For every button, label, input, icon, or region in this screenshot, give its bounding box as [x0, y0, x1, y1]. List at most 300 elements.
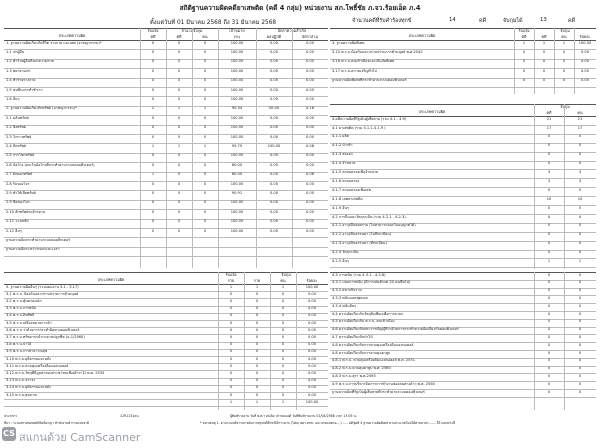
row-value: 100.00: [230, 97, 244, 101]
row-label: 4.3 การพนัน (รวม 4.3.1 - 4.3.6): [332, 272, 386, 277]
row-value: 0.00: [305, 191, 314, 195]
row-label: 3.8 พ.ร.บ.ป่าไม้: [6, 342, 32, 347]
row-value: 0: [281, 378, 285, 383]
row-label: 4.1.4 จำหน่าย: [332, 161, 356, 166]
row-value: 0: [542, 78, 546, 83]
report-title: สถิติฐานความผิดคดียาเสพติด (คดี 4 กลุ่ม) หน่วยงาน สภ.โพธิ์ชัย ภ.จว.ร้อยเอ็ด ภ.4: [179, 4, 421, 12]
population-label: ประชากร: [4, 414, 18, 418]
row-value: 0: [281, 306, 285, 311]
row-value: 0: [281, 342, 285, 347]
row-value: 0: [547, 374, 551, 378]
row-value: 0: [229, 327, 233, 332]
row-label: 2.4 ลักทรัพย์: [6, 144, 27, 148]
row-value: 0: [255, 371, 259, 375]
row-value: 0: [255, 349, 259, 354]
row-value: 0.00: [305, 219, 314, 224]
row-label: 4.1.2 นำเข้า: [332, 143, 353, 148]
print-note: ผู้พิมพ์รายงาน วันที่ พ.ศ.ๆ คนคิด ปรายมบอดี วันที่พิมพ์รายงาน 01/04/2568 เวลา 13:05 น.: [230, 414, 357, 418]
row-value: 0: [229, 378, 233, 383]
row-value: 0: [151, 78, 155, 83]
row-value: 100.00: [230, 50, 244, 54]
row-label: 4.2.2 อาวุธปืนธรรมดา (ไม่มีทะเบียน): [332, 232, 392, 237]
row-value: 0: [578, 335, 582, 339]
row-value: 0.00: [307, 306, 316, 311]
row-value: 0.00: [307, 371, 316, 375]
row-value: 100.00: [230, 134, 244, 139]
row-label: 3.15 พ.ร.บ.สุขภาพ: [6, 392, 37, 397]
row-value: 0: [177, 50, 181, 54]
row-value: 0: [281, 313, 285, 318]
row-value: 0.00: [305, 200, 314, 205]
row-value: 0: [522, 68, 526, 73]
row-label: 3.14 พ.ร.บ.ยุติธรรมและหลัง: [6, 385, 51, 390]
row-value: 0: [151, 50, 155, 54]
row-label: 4.2.5 อื่นๆ: [332, 259, 349, 263]
row-rule: [330, 267, 596, 268]
row-value: 1: [151, 172, 155, 177]
row-label: 4.3.3 พนันบอลฟุตบอล: [332, 296, 368, 300]
row-value: 0.00: [580, 78, 589, 83]
row-value: 100.00: [230, 115, 244, 120]
row-value: 100.00: [305, 284, 319, 289]
row-value: 0: [578, 311, 582, 316]
row-value: 0.00: [269, 50, 278, 54]
h-received: รับแจ้ง: [518, 29, 530, 33]
special-offense-table: [330, 28, 596, 94]
row-value: 0: [203, 219, 207, 224]
row-value: 1: [203, 144, 207, 148]
row-value: 0: [281, 327, 285, 332]
row-label: 4.2.3 อาวุธปืนธรรมดา (มีทะเบียน): [332, 241, 387, 246]
row-value: 1: [177, 144, 181, 148]
h-arrested: จำนวนจับกุม: [181, 29, 203, 33]
row-value: 100.00: [230, 87, 244, 92]
row-value: 0.00: [269, 78, 278, 83]
row-value: 0: [229, 349, 233, 354]
row-label: 2.9 ซื้อของโจร: [6, 200, 30, 205]
row-value: 10: [546, 196, 552, 201]
row-value: 0: [562, 78, 566, 83]
row-value: 0.00: [269, 125, 278, 130]
row-value: 0: [542, 59, 546, 64]
row-value: 100.00: [230, 40, 244, 45]
source-note: ที่มา : ระบบสารสนเทศสถิติคดีอาญา สำนักงานตำรวจแห่งชาติ: [4, 421, 90, 425]
h-received: รับแจ้ง: [147, 29, 159, 33]
row-value: 0: [203, 115, 207, 120]
row-value: 0: [177, 134, 181, 139]
row-value: 1: [522, 40, 526, 45]
row-label: 4.2 การปืนและวัตถุระเบิด (รวม 4.2.1 - 4.2.3): [332, 214, 406, 219]
row-value: 100.00: [230, 200, 244, 205]
row-label: 4.8 ความผิดเกี่ยวกับการควบคุมยาสูบ: [332, 350, 391, 355]
row-label: 1.5 ข่มขืนกระทำชำเรา: [6, 87, 43, 92]
h-offense: ประเภทความผิด: [418, 110, 446, 114]
row-value: 0: [578, 374, 582, 378]
row-value: 0: [578, 296, 582, 300]
h-arrested: จับกุม: [560, 105, 570, 109]
row-value: 0: [229, 320, 233, 325]
row-label: 4.คดีความผิดที่รัฐเป็นผู้เสียหาย (รวม 4.1 - 4.9): [332, 116, 407, 121]
header-top-rule: [330, 28, 596, 29]
row-value: 0: [151, 200, 155, 205]
population-value: 1291131คน: [120, 414, 139, 418]
row-value: 0: [255, 327, 259, 332]
row-value: 0: [255, 356, 259, 361]
h-target: เป้าหมาย: [229, 29, 245, 33]
h-case: คดี: [546, 111, 552, 115]
row-label: 4.1.6 ครอบครอง: [332, 178, 360, 183]
row-value: 0: [255, 313, 259, 318]
row-value: 1: [177, 106, 181, 111]
row-value: 0: [578, 232, 582, 237]
row-value: 0: [281, 349, 285, 354]
row-value: 0: [151, 181, 155, 186]
other-offense-table: [4, 272, 328, 410]
row-value: 0: [203, 50, 207, 54]
row-label: 4.4 ความผิดเกี่ยวกับวัตถุสิ่งเทียมเพื่อการลามก: [332, 311, 404, 316]
row-value: 17: [546, 125, 552, 130]
row-value: 3: [578, 178, 582, 183]
row-value: 10: [577, 196, 583, 201]
row-label: 4.8.2 พ.ร.บ.ควบคุมยาสูบ พ.ศ. 2560: [332, 366, 391, 371]
row-label: 4.2.1 อาวุธปืนสงคราม (ไม่สามารถออกใบอนุญาตได้): [332, 223, 416, 228]
row-value: 0: [151, 228, 155, 233]
row-label: ฐานความผิดระหว่างรอบระยะเวลา: [6, 247, 60, 252]
row-value: 80.00: [231, 162, 243, 167]
row-value: 0: [151, 191, 155, 195]
h-item: ราย: [253, 279, 261, 283]
row-label: 2.9 ทำให้เสียทรัพย์: [6, 191, 36, 195]
row-value: 0: [547, 250, 551, 255]
row-label: 2.6 ฉ้อโกง (ยกเว้นฉ้อโกงที่กระทำผ่านระบบคอมพิวเตอร์): [6, 162, 95, 167]
row-label: 1.3 พยายามฆ่า: [6, 68, 31, 73]
row-label: 4.1.5 ครอบครองเพื่อจำหน่าย: [332, 170, 379, 174]
report-period: ตั้งแต่วันที่ 01 มีนาคม 2568 ถึง 31 มีนาคม 2568: [150, 20, 277, 26]
row-value: 0: [547, 161, 551, 166]
row-value: 0: [547, 389, 551, 394]
arrest-count-label: จับกุมได้: [503, 18, 523, 24]
row-value: 0.00: [580, 59, 589, 64]
h-person: คน: [577, 111, 583, 115]
row-value: 0: [281, 320, 285, 325]
row-value: 0: [151, 209, 155, 214]
row-value: 0: [177, 153, 181, 158]
row-label: 2.11 วางเพลิง: [6, 219, 29, 224]
h-offense: ประเภทความผิด: [97, 278, 125, 282]
row-value: 0: [151, 87, 155, 92]
h-offense: ประเภทความผิด: [58, 34, 86, 38]
row-rule: [330, 87, 596, 88]
row-value: 90.91: [231, 191, 243, 195]
row-value: 0: [229, 306, 233, 311]
row-value: 0.00: [269, 219, 278, 224]
row-value: 0: [547, 280, 551, 285]
row-value: 0: [578, 161, 582, 166]
row-value: 1: [542, 40, 546, 45]
row-value: 95.75: [231, 144, 243, 148]
row-value: 0: [177, 228, 181, 233]
row-value: 0: [562, 59, 566, 64]
row-value: 1: [255, 399, 259, 404]
row-value: 0: [203, 40, 207, 45]
row-value: 1: [151, 144, 155, 148]
h-case: คดี: [521, 35, 527, 39]
row-label: 4.1.7 ครอบครองเพื่อเสพ: [332, 187, 371, 192]
row-label: 2.8 รับของโจร: [6, 181, 30, 186]
row-value: 0: [151, 40, 155, 45]
row-value: 0: [281, 363, 285, 368]
row-value: 0: [203, 97, 207, 101]
row-value: 0.00: [269, 97, 278, 101]
row-value: 0: [255, 335, 259, 339]
row-value: 0: [547, 342, 551, 347]
row-value: 0.00: [305, 87, 314, 92]
row-value: 0: [547, 143, 551, 148]
h-person: คน: [561, 35, 567, 39]
row-value: 0: [177, 68, 181, 73]
row-value: 4: [547, 214, 551, 219]
row-label: 3.5 พ.ร.บ.เครื่องหมายการค้า: [6, 320, 52, 325]
row-value: 100.00: [230, 209, 244, 214]
row-value: 0.00: [305, 97, 314, 101]
row-value: 0: [578, 319, 582, 324]
row-label: 5. ฐานความผิดอื่นๆ (รวมแผนงาน 3.1 - 3.17): [6, 284, 79, 289]
row-value: 0: [177, 125, 181, 130]
row-value: 0: [177, 97, 181, 101]
row-value: 0: [578, 143, 582, 148]
row-value: 0: [522, 50, 526, 54]
row-value: 1: [547, 259, 551, 263]
row-label: 2.12 อื่นๆ: [6, 228, 22, 233]
row-value: 0.00: [269, 40, 278, 45]
row-value: 1: [281, 284, 285, 289]
row-value: 0.00: [269, 209, 278, 214]
row-value: 0: [522, 59, 526, 64]
row-value: 50.00: [268, 106, 280, 111]
row-value: 4: [578, 214, 582, 219]
row-value: 0: [255, 299, 259, 303]
row-label: 3.17 พ.ร.บ.ความเจริญทั่วไป: [332, 68, 377, 73]
row-value: 0.00: [305, 153, 314, 158]
row-value: 0: [229, 363, 233, 368]
row-value: 3: [578, 170, 582, 174]
row-label: 4.9 พ.ร.บ.การบริหารจัดการการทำงานของคนต่างด้าว พ.ศ. 2560: [332, 381, 435, 386]
row-label: 4.5 ความผิดเกี่ยวกับ พ.ร.บ. คนเข้าเมือง: [332, 319, 395, 324]
row-label: 3.12 พ.ร.บ.วัตถุที่มีมูลค่าของประชาชนเพื่อเฝ้าระวัง พ.ศ. 2535: [6, 371, 105, 375]
row-value: 0: [547, 311, 551, 316]
row-value: 0.00: [269, 181, 278, 186]
row-value: 0: [255, 385, 259, 390]
row-value: 0: [229, 299, 233, 303]
row-value: 0: [177, 191, 181, 195]
row-value: 0: [547, 327, 551, 332]
row-value: 0.00: [307, 342, 316, 347]
row-label: 4.1.8 เสพยาเสพติด: [332, 196, 363, 201]
row-value: 17: [577, 125, 583, 130]
row-value: 0.00: [307, 313, 316, 318]
row-label: 1.1 ฆ่าผู้อื่น: [6, 50, 25, 54]
row-value: 1: [203, 106, 207, 111]
row-label: 4.1.9 อื่นๆ: [332, 205, 349, 210]
row-label: 4.8.3 พ.ร.บ.สุรา พ.ศ.2493: [332, 374, 376, 378]
row-value: 0: [229, 356, 233, 361]
row-value: 0: [203, 153, 207, 158]
arrest-count-unit: คดี: [568, 18, 576, 24]
row-value: 0: [522, 78, 526, 83]
row-label: 1.2 ทำร้ายผู้อื่นถึงแก่ความตาย: [6, 59, 54, 64]
row-value: 0: [547, 335, 551, 339]
row-value: 0.00: [305, 134, 314, 139]
row-value: 0: [177, 87, 181, 92]
h-ratio: อัตราส่วน: [302, 35, 318, 39]
row-value: 0: [281, 371, 285, 375]
h-pct: ร้อยละ: [579, 35, 591, 39]
row-label: 4.1.3 ส่งออก: [332, 152, 353, 157]
row-value: 0: [229, 371, 233, 375]
state-victim-table: [330, 104, 596, 269]
row-value: 0: [255, 363, 259, 368]
row-label: 2.2 ชิงทรัพย์: [6, 125, 26, 130]
row-value: 0: [578, 288, 582, 293]
row-label: 4.1.1 ผลิต: [332, 134, 349, 139]
row-value: 0.00: [307, 291, 316, 296]
row-value: 0: [578, 303, 582, 308]
row-value: 100.00: [230, 125, 244, 130]
row-value: 0: [255, 342, 259, 347]
row-value: 0: [578, 327, 582, 332]
row-value: 0.00: [305, 228, 314, 233]
received-count-label: จำนวนคดีที่รับคำร้องทุกข์: [352, 18, 412, 24]
camscanner-icon: CS: [2, 427, 16, 441]
row-value: 0.00: [307, 356, 316, 361]
row-value: 0.00: [307, 320, 316, 325]
row-value: 0: [229, 335, 233, 339]
h-received: รับแจ้ง: [225, 273, 237, 277]
h-rate: อัตราความสำเร็จ: [277, 29, 307, 33]
row-value: 0: [562, 68, 566, 73]
row-value: 0.00: [269, 172, 278, 177]
row-value: 0: [203, 209, 207, 214]
row-value: 0: [562, 50, 566, 54]
row-label: 4.3.4 พนันอื่นๆ: [332, 303, 357, 308]
h-arrested: จับกุม: [281, 273, 291, 277]
row-value: 100.00: [230, 78, 244, 83]
row-value: 0.00: [305, 115, 314, 120]
row-label: 3.6 พ.ร.บ.ว่าด้วยการกระทำผิดทางคอมพิวเตอร์: [6, 327, 80, 332]
row-label: 4.7 ความผิดเกี่ยวกับป่าไม้: [332, 335, 373, 339]
row-value: 0.00: [269, 68, 278, 73]
row-value: 0: [177, 172, 181, 177]
row-value: 0: [151, 97, 155, 101]
row-value: 1: [578, 259, 582, 263]
h-offense: ประเภทความผิด: [408, 34, 436, 38]
row-value: 0: [281, 356, 285, 361]
row-value: 0: [255, 291, 259, 296]
row-value: 0: [177, 59, 181, 64]
row-value: 0: [177, 40, 181, 45]
row-value: 0: [177, 162, 181, 167]
row-value: 0.00: [269, 162, 278, 167]
row-value: 0.00: [307, 385, 316, 390]
row-value: 3: [547, 170, 551, 174]
row-value: 100.00: [305, 399, 319, 404]
row-value: 0: [578, 280, 582, 285]
row-value: 1: [255, 284, 259, 289]
row-value: 90.34: [231, 106, 243, 111]
row-value: 0.00: [269, 134, 278, 139]
row-value: 0.00: [269, 115, 278, 120]
row-value: 0: [177, 200, 181, 205]
row-value: 0.00: [269, 59, 278, 64]
row-label: ฐานความผิดที่รัฐเป็นผู้เสียหายที่กระทำผ่านระบบคอมพิวเตอร์: [332, 389, 425, 394]
row-label: 1. ฐานความผิดเกี่ยวกับชีวิต ร่างกาย และเพศ (อาชญากรรม)*: [6, 40, 102, 45]
arrest-count-value: 13: [540, 17, 547, 23]
row-value: 0: [547, 223, 551, 228]
row-label: 4.3.2 สลากกินรวบ: [332, 288, 362, 293]
row-value: 0: [578, 134, 582, 139]
row-value: 100.00: [230, 68, 244, 73]
row-value: 0: [229, 313, 233, 318]
row-value: 0.00: [307, 349, 316, 354]
header-top-rule: [4, 272, 328, 273]
row-value: 0: [255, 392, 259, 397]
row-value: 1: [562, 40, 566, 45]
row-value: 3: [547, 178, 551, 183]
row-value: 0: [578, 250, 582, 255]
row-value: 0: [203, 228, 207, 233]
row-value: 0.00: [307, 363, 316, 368]
row-value: 0: [578, 241, 582, 246]
row-label: 2.7 ยักยอกทรัพย์: [6, 172, 33, 177]
row-value: 0.00: [305, 78, 314, 83]
row-value: 0: [255, 378, 259, 383]
row-value: 0: [281, 299, 285, 303]
row-value: 0: [203, 162, 207, 167]
row-value: 0: [203, 87, 207, 92]
row-value: 0: [151, 219, 155, 224]
row-value: 100.00: [230, 228, 244, 233]
row-value: 0.16: [305, 106, 314, 111]
row-value: 0.00: [305, 59, 314, 64]
row-value: 0: [177, 78, 181, 83]
row-label: 4.8 ความผิดเกี่ยวกับการควบคุมเครื่องดื่มแอลกอฮอล์: [332, 342, 414, 347]
row-value: 1: [229, 284, 233, 289]
row-value: 0.00: [305, 125, 314, 130]
row-value: 0: [578, 389, 582, 394]
row-label: 2. ฐานความผิดเกี่ยวกับทรัพย์ (อาชญากรรม)*: [6, 106, 77, 111]
row-value: 0: [177, 115, 181, 120]
h-case: ราย: [227, 279, 235, 283]
row-value: 0.08: [305, 172, 314, 177]
row-label: 3.4 พ.ร.บ.ลิขสิทธิ์: [6, 313, 35, 318]
row-rule: [4, 256, 328, 257]
row-label: 3.16 พ.ร.บ.คนเข้าเมืองและเป็นภัยพิเศษ: [332, 59, 395, 64]
row-value: 0: [578, 350, 582, 355]
row-value: 0: [229, 385, 233, 390]
row-label: 2.5 กรรโชกทรัพย์: [6, 153, 35, 158]
row-value: 0: [255, 306, 259, 311]
row-label: 4.3.1 บ่อนการพนัน (มีการเล่นตั้งแต่ 20 คนขึ้นไป): [332, 280, 411, 285]
row-value: 0.00: [307, 299, 316, 303]
row-value: 0.00: [269, 200, 278, 205]
row-label: 3.15 พ.ร.บ.ป้องกันและปราบปรามการค้ามนุษย์ พ.ศ.2542: [332, 50, 423, 54]
row-label: 3.3 พ.ร.บ.การพนัน: [6, 306, 37, 311]
row-value: 0: [203, 78, 207, 83]
row-label: 2.10 ลักทรัพย์รถจักรยาน: [6, 209, 46, 214]
row-value: 0.00: [307, 335, 316, 339]
row-value: 0.00: [269, 191, 278, 195]
row-value: 0: [547, 303, 551, 308]
